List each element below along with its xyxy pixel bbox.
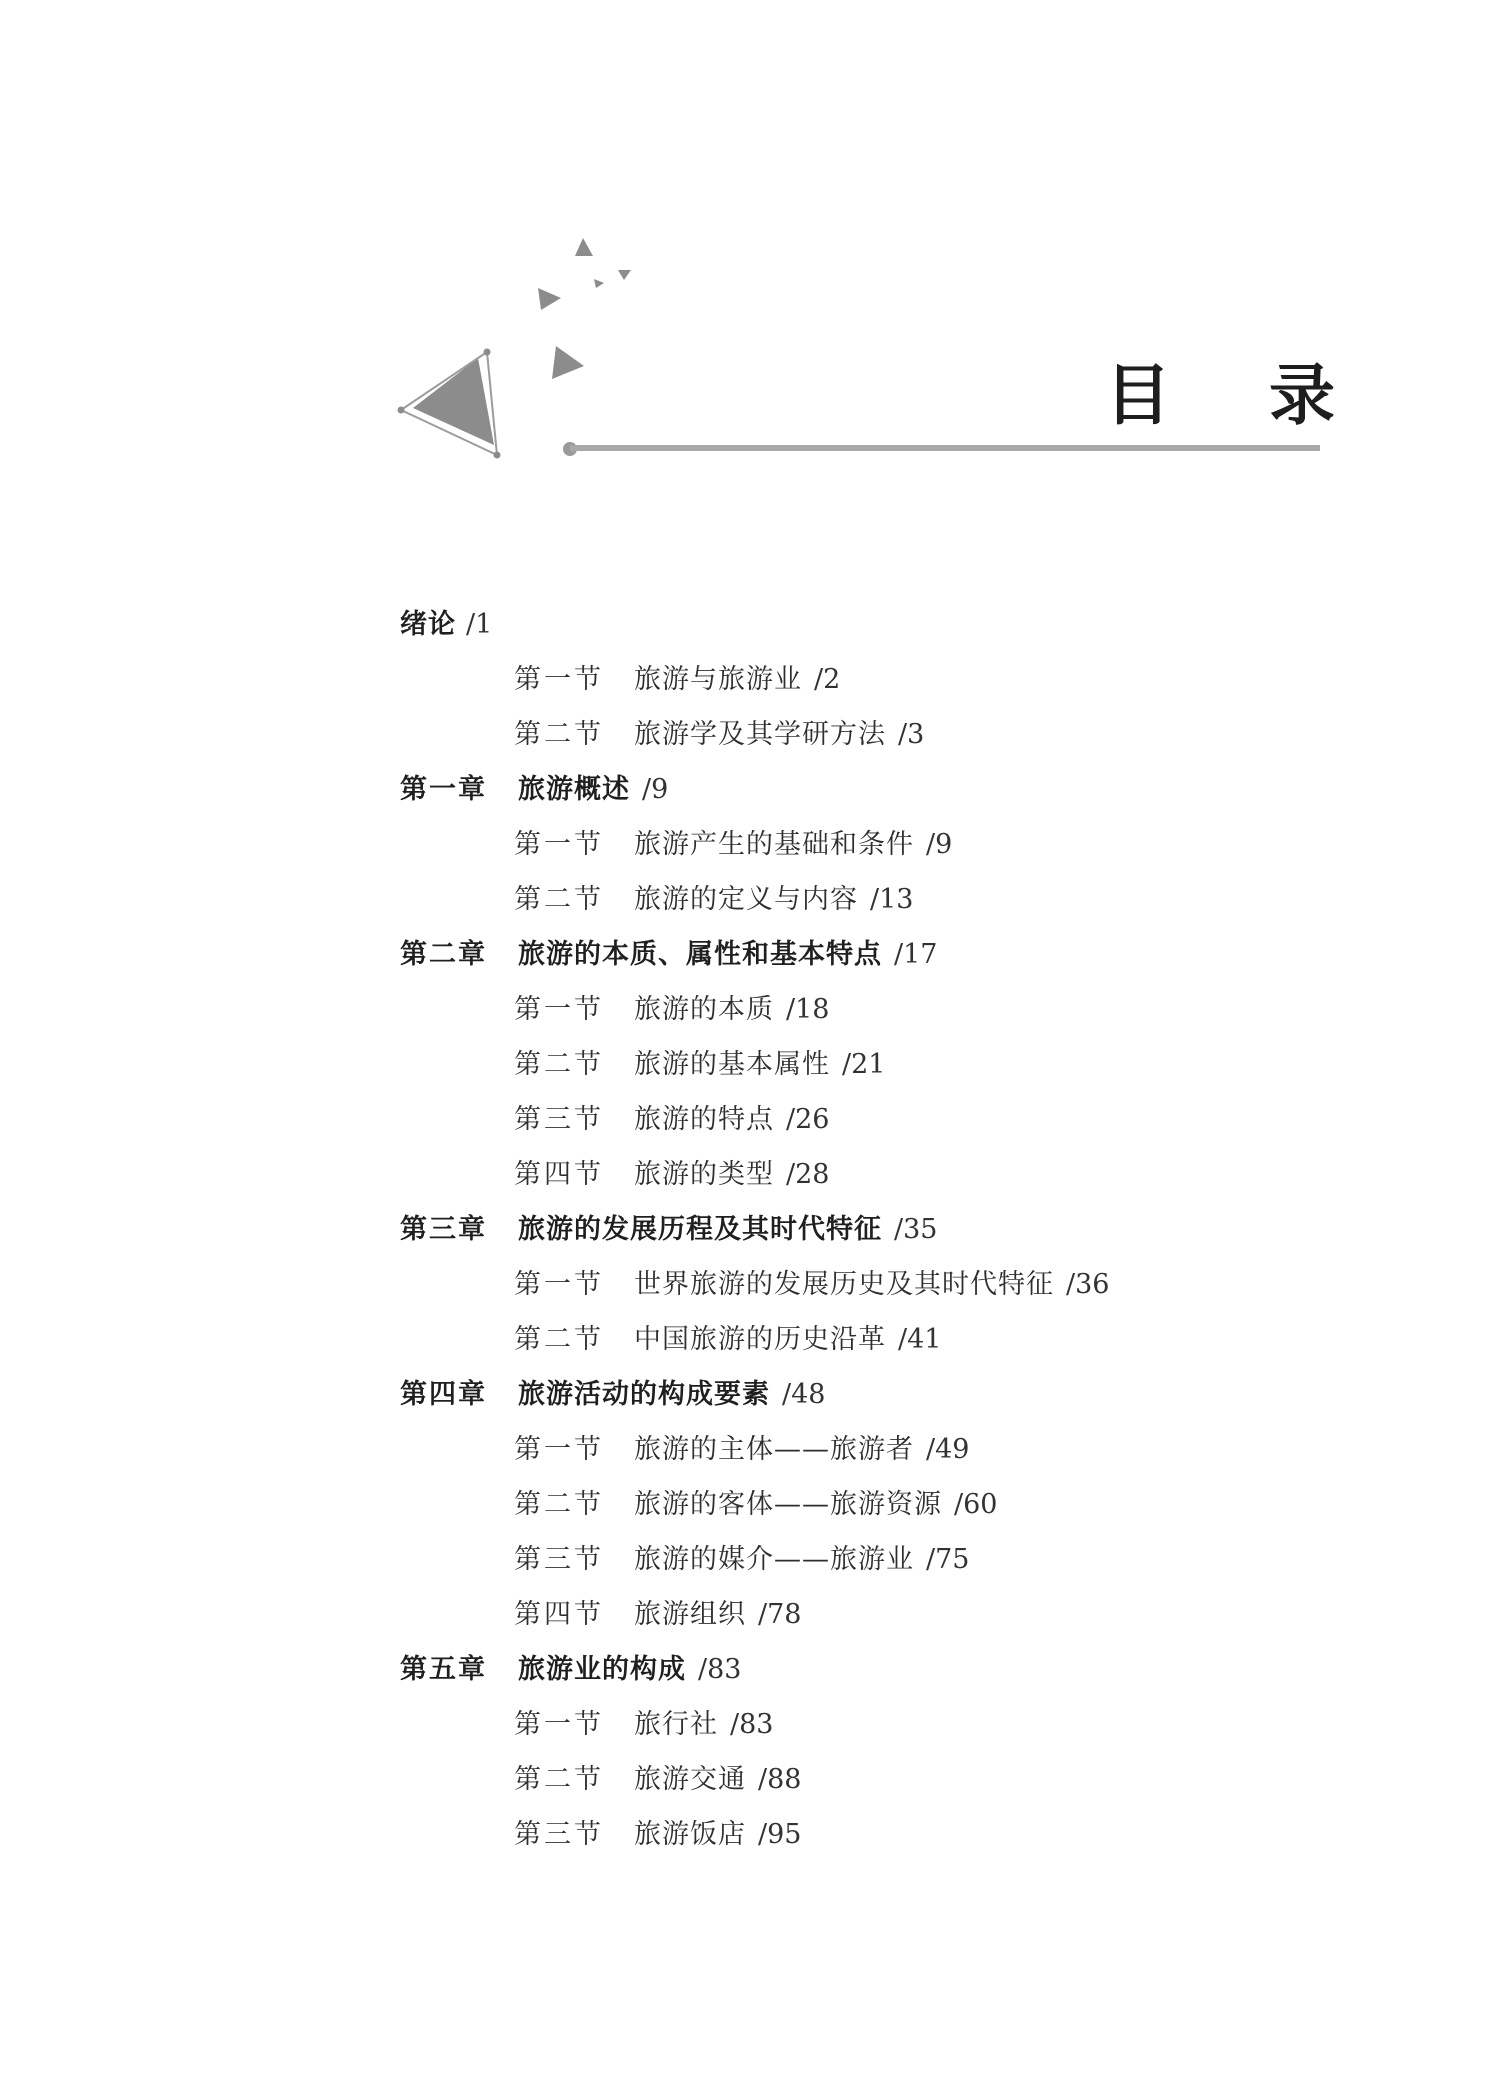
chapter-title: 旅游的发展历程及其时代特征 [518,1214,882,1245]
section-page: /3 [898,719,925,750]
section-title: 旅游的本质 [634,994,774,1025]
chapter-page: /83 [698,1654,742,1685]
toc-chapter[interactable] [400,770,668,810]
chapter-label: 第一章 [400,774,487,805]
section-label: 第四节 [514,1599,604,1630]
outline-dot-left [398,407,405,414]
toc-intro[interactable] [400,605,492,645]
toc-chapter[interactable] [400,1375,825,1415]
section-page: /78 [758,1599,802,1630]
section-label: 第二节 [514,1764,604,1795]
toc-section[interactable] [514,660,840,700]
section-title: 旅游产生的基础和条件 [634,829,914,860]
section-page: /41 [898,1324,942,1355]
toc-section[interactable] [514,1760,801,1800]
small-triangle-top [575,238,593,256]
section-title: 旅游的主体——旅游者 [634,1434,914,1465]
toc-section[interactable] [514,1320,941,1360]
section-title: 旅游的类型 [634,1159,774,1190]
section-title: 旅游饭店 [634,1819,746,1850]
chapter-title: 旅游的本质、属性和基本特点 [518,939,882,970]
toc-section[interactable] [514,1540,969,1580]
chapter-page: /9 [642,774,669,805]
section-page: /13 [870,884,914,915]
section-page: /21 [842,1049,886,1080]
section-title: 旅游的基本属性 [634,1049,830,1080]
section-title: 旅行社 [634,1709,718,1740]
outline-dot-bottom [494,452,501,459]
chapter-title: 旅游业的构成 [518,1654,686,1685]
section-page: /75 [926,1544,970,1575]
section-title: 旅游交通 [634,1764,746,1795]
section-label: 第一节 [514,829,604,860]
section-title: 旅游的特点 [634,1104,774,1135]
section-title: 旅游的定义与内容 [634,884,858,915]
section-label: 第一节 [514,664,604,695]
section-label: 第四节 [514,1159,604,1190]
page-title-char-2: 录 [1269,357,1335,434]
toc-section[interactable] [514,1045,885,1085]
chapter-label: 第五章 [400,1654,487,1685]
toc-section[interactable] [514,1705,773,1745]
section-label: 第二节 [514,1049,604,1080]
section-label: 第三节 [514,1819,604,1850]
toc-section[interactable] [514,880,913,920]
section-label: 第一节 [514,1434,604,1465]
rule-line [570,445,1320,451]
decorative-triangles [398,238,632,459]
section-label: 第二节 [514,1489,604,1520]
section-page: /18 [786,994,830,1025]
chapter-page: /35 [894,1214,938,1245]
section-page: /2 [814,664,841,695]
toc-intro-page: /1 [466,609,493,640]
chapter-label: 第二章 [400,939,487,970]
chapter-page: /17 [894,939,938,970]
section-label: 第一节 [514,994,604,1025]
toc-section[interactable] [514,1100,829,1140]
toc-section[interactable] [514,1265,1109,1305]
chapter-label: 第三章 [400,1214,487,1245]
toc-chapter[interactable] [400,1210,937,1250]
section-title: 世界旅游的发展历史及其时代特征 [634,1269,1054,1300]
chapter-title: 旅游概述 [518,774,630,805]
section-page: /95 [758,1819,802,1850]
header-decoration [0,0,1504,520]
medium-triangle [552,346,584,379]
toc-chapter[interactable] [400,1650,741,1690]
section-page: /83 [730,1709,774,1740]
section-title: 旅游的媒介——旅游业 [634,1544,914,1575]
section-page: /88 [758,1764,802,1795]
toc-intro-title: 绪论 [400,609,456,640]
tiny-triangle-mid [594,279,604,288]
section-label: 第三节 [514,1544,604,1575]
section-title: 旅游学及其学研方法 [634,719,886,750]
section-label: 第一节 [514,1709,604,1740]
section-label: 第二节 [514,884,604,915]
toc-section[interactable] [514,990,829,1030]
toc-section[interactable] [514,825,952,865]
chapter-page: /48 [782,1379,826,1410]
section-page: /49 [926,1434,970,1465]
section-page: /26 [786,1104,830,1135]
section-page: /60 [954,1489,998,1520]
section-title: 旅游的客体——旅游资源 [634,1489,942,1520]
section-page: /36 [1066,1269,1110,1300]
chapter-title: 旅游活动的构成要素 [518,1379,770,1410]
large-triangle [413,358,494,445]
toc-section[interactable] [514,1595,801,1635]
toc-section[interactable] [514,1155,829,1195]
outline-dot-top [484,349,491,356]
section-page: /9 [926,829,953,860]
page-title-char-1: 目 [1105,357,1171,434]
section-label: 第二节 [514,1324,604,1355]
section-label: 第二节 [514,719,604,750]
toc-chapter[interactable] [400,935,937,975]
section-title: 旅游组织 [634,1599,746,1630]
toc-section[interactable] [514,715,924,755]
title-rule [563,442,1320,456]
section-page: /28 [786,1159,830,1190]
toc-section[interactable] [514,1430,969,1470]
toc-section[interactable] [514,1485,997,1525]
small-triangle-left [538,288,561,310]
tiny-triangle-right [618,270,631,280]
section-title: 中国旅游的历史沿革 [634,1324,886,1355]
chapter-label: 第四章 [400,1379,487,1410]
toc-section[interactable] [514,1815,801,1855]
section-label: 第三节 [514,1104,604,1135]
section-title: 旅游与旅游业 [634,664,802,695]
page-title [1105,357,1335,434]
section-label: 第一节 [514,1269,604,1300]
